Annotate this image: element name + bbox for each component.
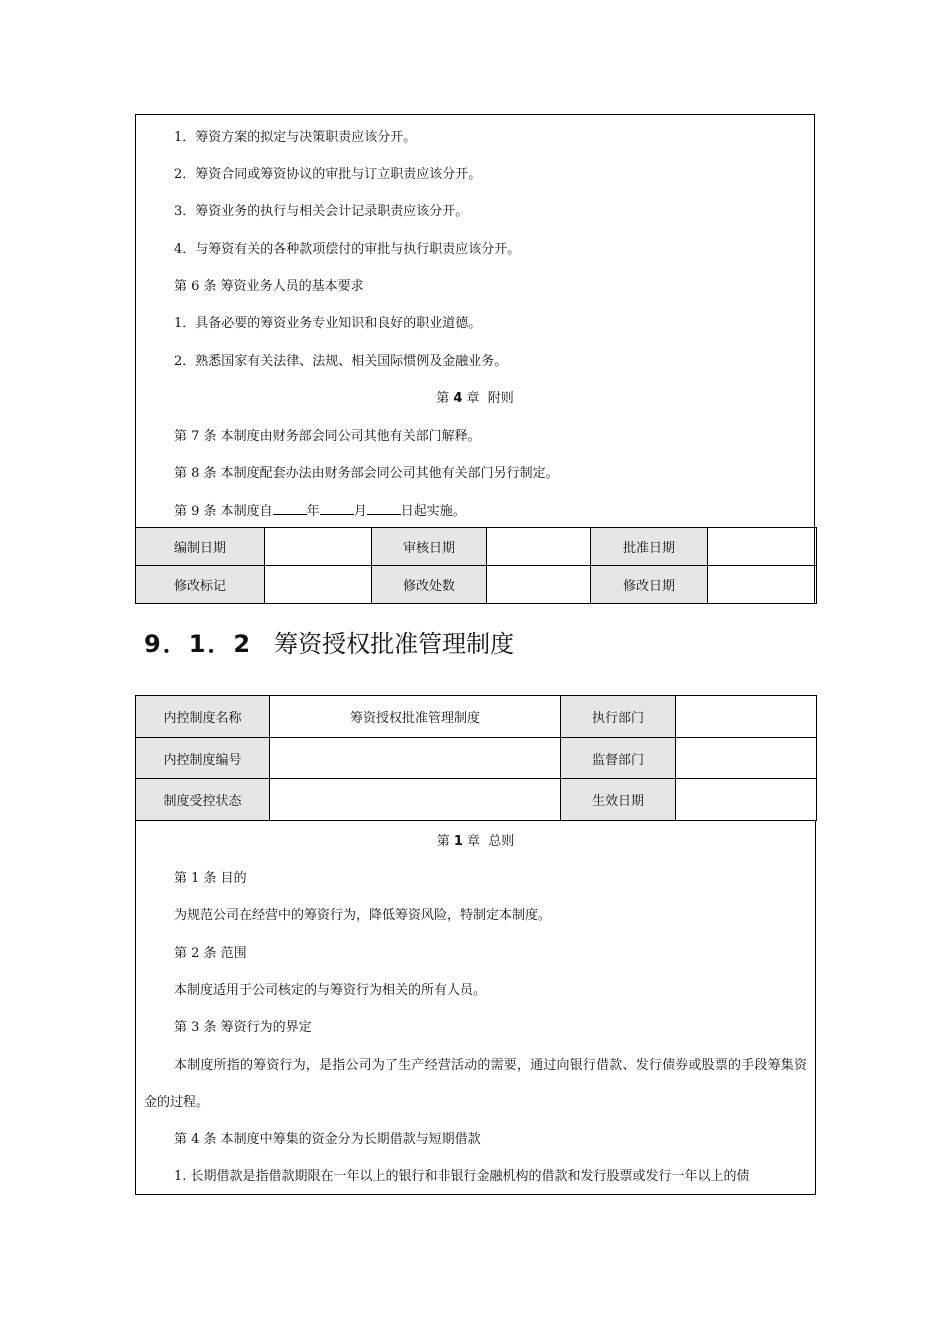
executing-dept-label: 执行部门 <box>561 696 676 738</box>
section-heading <box>144 624 514 664</box>
effective-date-value <box>676 779 817 821</box>
article-1-title: 第 1 条 目的 <box>174 871 247 886</box>
article-4-title: 第 4 条 本制度中筹集的资金分为长期借款与短期借款 <box>174 1132 481 1147</box>
regulation-name-value: 筹资授权批准管理制度 <box>270 696 561 738</box>
article-6-title: 第 6 条 筹资业务人员的基本要求 <box>174 279 364 294</box>
clause-line: 1．具备必要的筹资业务专业知识和良好的职业道德。 <box>174 316 482 331</box>
effective-date-label: 生效日期 <box>561 779 676 821</box>
compile-date-value <box>265 528 372 566</box>
section-title: 筹资授权批准管理制度 <box>274 630 515 658</box>
article-7: 第 7 条 本制度由财务部会同公司其他有关部门解释。 <box>174 429 481 444</box>
regulation-body-box <box>135 820 816 1195</box>
continued-regulation-box <box>135 114 815 604</box>
compile-date-label: 编制日期 <box>136 528 265 566</box>
clause-line: 1．筹资方案的拟定与决策职责应该分开。 <box>174 130 417 145</box>
revision-count-label: 修改处数 <box>372 566 487 604</box>
day-blank <box>367 501 401 515</box>
review-date-label: 审核日期 <box>372 528 487 566</box>
revision-mark-label: 修改标记 <box>136 566 265 604</box>
revision-count-value <box>487 566 591 604</box>
clause-line: 2．熟悉国家有关法律、法规、相关国际惯例及金融业务。 <box>174 354 508 369</box>
supervising-dept-value <box>676 738 817 779</box>
executing-dept-value <box>676 696 817 738</box>
supervising-dept-label: 监督部门 <box>561 738 676 779</box>
chapter-1-heading: 第 1 章 总则 <box>436 834 515 849</box>
article-2-text: 本制度适用于公司核定的与筹资行为相关的所有人员。 <box>174 983 487 998</box>
approve-date-label: 批准日期 <box>591 528 708 566</box>
clause-line: 4．与筹资有关的各种款项偿付的审批与执行职责应该分开。 <box>174 242 521 257</box>
regulation-info-table <box>135 695 817 821</box>
control-status-value <box>270 779 561 821</box>
clause-line: 2．筹资合同或筹资协议的审批与订立职责应该分开。 <box>174 167 482 182</box>
revision-table <box>135 527 817 604</box>
chapter-4-heading: 第 4 章 附则 <box>436 391 514 406</box>
year-blank <box>273 501 307 515</box>
revision-mark-value <box>265 566 372 604</box>
revision-date-label: 修改日期 <box>591 566 708 604</box>
revision-date-value <box>708 566 817 604</box>
regulation-code-label: 内控制度编号 <box>136 738 270 779</box>
article-2-title: 第 2 条 范围 <box>174 946 247 961</box>
article-8: 第 8 条 本制度配套办法由财务部会同公司其他有关部门另行制定。 <box>174 466 559 481</box>
article-1-text: 为规范公司在经营中的筹资行为，降低筹资风险，特制定本制度。 <box>174 908 552 923</box>
article-4-clause-1: 1. 长期借款是指借款期限在一年以上的银行和非银行金融机构的借款和发行股票或发行一年以上的债 <box>174 1169 750 1184</box>
section-number: 9．1．2 <box>144 630 253 658</box>
article-9: 第 9 条 本制度自 年 月 日起实施。 <box>174 501 804 521</box>
clause-line: 3．筹资业务的执行与相关会计记录职责应该分开。 <box>174 204 469 219</box>
control-status-label: 制度受控状态 <box>136 779 270 821</box>
article-3-text: 本制度所指的筹资行为，是指公司为了生产经营活动的需要，通过向银行借款、发行债券或股票的手段筹集资金的过程。 <box>144 1058 807 1110</box>
review-date-value <box>487 528 591 566</box>
approve-date-value <box>708 528 817 566</box>
regulation-name-label: 内控制度名称 <box>136 696 270 738</box>
month-blank <box>320 501 354 515</box>
article-3-title: 第 3 条 筹资行为的界定 <box>174 1020 312 1035</box>
regulation-code-value <box>270 738 561 779</box>
